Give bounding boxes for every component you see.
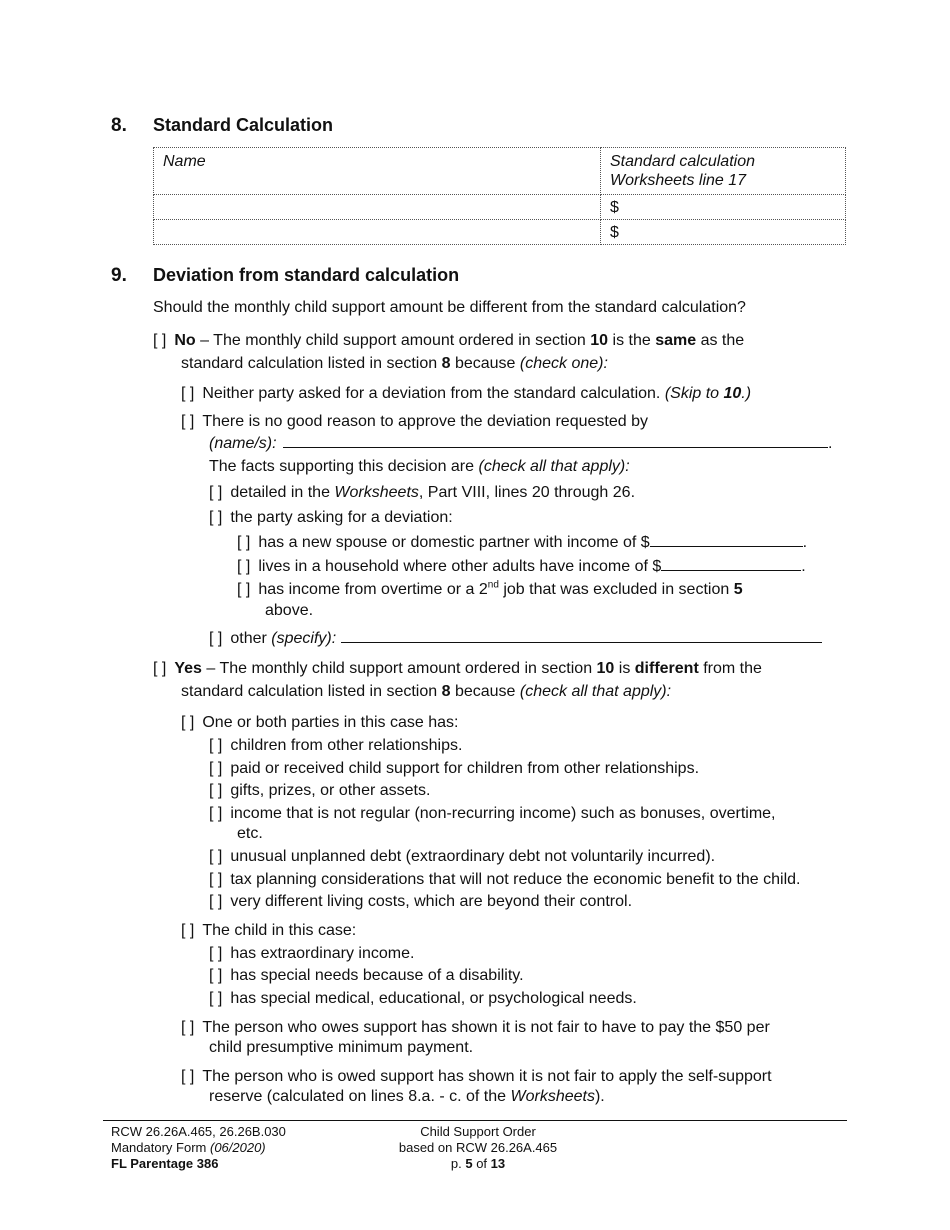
section-9-title: Deviation from standard calculation — [153, 265, 460, 285]
option-text: has income from overtime or a 2 — [258, 581, 488, 598]
section-ref: 8 — [441, 355, 451, 372]
option-text: tax planning considerations that will not reduce the economic benefit to the child. — [230, 871, 801, 888]
footer-text: of — [472, 1156, 491, 1171]
yes-text: from the — [698, 660, 762, 677]
option-text: lives in a household where other adults have income of $ — [258, 558, 662, 575]
option-text: There is no good reason to approve the deviation requested by — [202, 413, 648, 430]
no-text: because — [450, 355, 520, 372]
checkbox[interactable]: [ ] — [209, 509, 223, 526]
footer-doc-subtitle: based on RCW 26.26A.465 — [398, 1140, 558, 1155]
checkbox[interactable]: [ ] — [181, 1068, 195, 1085]
different-word: different — [634, 660, 699, 677]
option-text: paid or received child support for children from other relationships. — [230, 760, 700, 777]
list-item-cont: etc. — [237, 825, 263, 842]
footer-form-date — [111, 1140, 266, 1156]
name-column-header: Name — [154, 148, 601, 195]
other-option — [209, 627, 822, 648]
checkbox[interactable]: [ ] — [209, 484, 223, 501]
option-text: Neither party asked for a deviation from the standard calculation. — [202, 385, 665, 402]
standard-calculation-table — [153, 147, 846, 245]
checkbox[interactable]: [ ] — [209, 848, 223, 865]
name-cell[interactable] — [154, 220, 601, 245]
list-item — [209, 781, 430, 800]
no-option — [153, 331, 744, 350]
section-ref: 10 — [590, 332, 609, 349]
checkbox[interactable]: [ ] — [209, 945, 223, 962]
checkbox[interactable]: [ ] — [209, 760, 223, 777]
period: . — [801, 558, 806, 575]
footer-date: (06/2020) — [209, 1140, 266, 1155]
checkbox[interactable]: [ ] — [209, 967, 223, 984]
worksheets-word: Worksheets — [510, 1088, 595, 1105]
footer-text: p. — [450, 1156, 466, 1171]
total-pages: 13 — [490, 1156, 506, 1171]
checkbox[interactable]: [ ] — [181, 714, 195, 731]
self-support-reserve-option-cont — [209, 1087, 605, 1106]
name-label: (name/s): — [209, 435, 277, 452]
no-checkbox[interactable]: [ ] — [153, 332, 167, 349]
checkbox[interactable]: [ ] — [237, 558, 251, 575]
option-text: ). — [594, 1088, 605, 1105]
section-ref: 8 — [441, 683, 451, 700]
ordinal-suffix: nd — [487, 579, 499, 591]
option-text: , Part VIII, lines 20 through 26. — [418, 484, 636, 501]
list-item — [209, 966, 524, 985]
checkbox[interactable]: [ ] — [209, 630, 223, 647]
specify-label: (specify): — [271, 630, 337, 647]
checkbox[interactable]: [ ] — [209, 805, 223, 822]
amount-cell[interactable]: $ — [601, 220, 846, 245]
option-text: the party asking for a deviation: — [230, 509, 453, 526]
option-text: reserve (calculated on lines 8.a. - c. of the — [209, 1088, 511, 1105]
table-header-row — [154, 148, 846, 195]
check-one-note: (check one): — [519, 355, 608, 372]
checkbox[interactable]: [ ] — [209, 871, 223, 888]
no-text: standard calculation listed in section — [181, 355, 442, 372]
overtime-income-option-cont: above. — [265, 602, 314, 619]
option-text: gifts, prizes, or other assets. — [230, 782, 431, 799]
section-ref: 10 — [723, 385, 742, 402]
parties-option — [181, 713, 458, 732]
same-word: same — [655, 332, 697, 349]
column-header-line2: Worksheets line 17 — [610, 172, 747, 189]
yes-text: because — [450, 683, 520, 700]
option-text: other — [230, 630, 272, 647]
no-text: as the — [696, 332, 745, 349]
current-page: 5 — [465, 1156, 473, 1171]
yes-text: is — [614, 660, 635, 677]
footer-doc-title: Child Support Order — [420, 1124, 536, 1139]
checkbox[interactable]: [ ] — [237, 581, 251, 598]
no-deviation-requested-option — [181, 384, 751, 403]
yes-text: standard calculation listed in section — [181, 683, 442, 700]
deviation-question: Should the monthly child support amount be different from the standard calculation? — [153, 299, 746, 316]
checkbox[interactable]: [ ] — [237, 534, 251, 551]
checkbox[interactable]: [ ] — [181, 922, 195, 939]
facts-heading — [209, 457, 630, 476]
name-input[interactable] — [283, 432, 828, 448]
standard-calculation-column-header — [601, 148, 846, 195]
facts-text: The facts supporting this decision are — [209, 458, 479, 475]
option-text: The child in this case: — [202, 922, 357, 939]
yes-option-line2 — [181, 682, 671, 701]
amount-cell[interactable]: $ — [601, 195, 846, 220]
list-item — [209, 870, 800, 889]
option-text: has special needs because of a disability. — [230, 967, 524, 984]
worksheets-word: Worksheets — [334, 484, 419, 501]
other-specify-input[interactable] — [341, 627, 822, 643]
name-cell[interactable] — [154, 195, 601, 220]
option-text: children from other relationships. — [230, 737, 463, 754]
list-item — [209, 804, 775, 823]
footer-form-id: FL Parentage 386 — [111, 1156, 219, 1171]
minimum-payment-option-cont: child presumptive minimum payment. — [209, 1039, 474, 1056]
option-text: One or both parties in this case has: — [202, 714, 459, 731]
overtime-income-option — [237, 580, 743, 599]
checkbox[interactable]: [ ] — [209, 990, 223, 1007]
list-item — [209, 736, 462, 755]
household-adults-option — [237, 555, 806, 576]
name-field-row — [209, 432, 832, 453]
skip-note: .) — [741, 385, 752, 402]
checkbox[interactable]: [ ] — [181, 1019, 195, 1036]
option-text: job that was excluded in section — [498, 581, 734, 598]
option-text: detailed in the — [230, 484, 335, 501]
option-text: unusual unplanned debt (extraordinary debt not voluntarily incurred). — [230, 848, 716, 865]
check-all-note: (check all that apply): — [478, 458, 630, 475]
period: . — [828, 435, 833, 452]
section-8-title: Standard Calculation — [153, 115, 334, 135]
list-item — [209, 759, 699, 778]
checkbox[interactable]: [ ] — [181, 385, 195, 402]
no-text: – The monthly child support amount ordered in section — [195, 332, 591, 349]
option-text: has special medical, educational, or psychological needs. — [230, 990, 637, 1007]
period: . — [802, 534, 808, 551]
spouse-income-input[interactable] — [650, 531, 803, 547]
list-item — [209, 944, 414, 963]
new-spouse-option — [237, 531, 807, 552]
option-text: The person who owes support has shown it is not fair to have to pay the $50 per — [202, 1019, 770, 1036]
section-ref: 5 — [733, 581, 743, 598]
minimum-payment-option — [181, 1018, 770, 1037]
yes-label: Yes — [174, 660, 202, 677]
table-row — [154, 195, 846, 220]
yes-text: – The monthly child support amount ordered in section — [201, 660, 597, 677]
footer-statute: RCW 26.26A.465, 26.26B.030 — [111, 1124, 286, 1139]
household-income-input[interactable] — [661, 555, 801, 571]
fact-worksheets-option — [209, 483, 635, 502]
list-item — [209, 847, 715, 866]
checkbox[interactable]: [ ] — [209, 782, 223, 799]
no-label: No — [174, 332, 196, 349]
checkbox[interactable]: [ ] — [209, 737, 223, 754]
yes-option — [153, 659, 762, 678]
table-row — [154, 220, 846, 245]
footer-page-number — [378, 1156, 578, 1172]
option-text: has extraordinary income. — [230, 945, 415, 962]
column-header-line1: Standard calculation — [610, 153, 755, 170]
check-all-note: (check all that apply): — [519, 683, 672, 700]
list-item — [209, 989, 637, 1008]
checkbox[interactable]: [ ] — [181, 413, 195, 430]
option-text: very different living costs, which are beyond their control. — [230, 893, 633, 910]
skip-note: (Skip to — [664, 385, 724, 402]
section-9-number: 9. — [111, 265, 127, 286]
checkbox[interactable]: [ ] — [209, 893, 223, 910]
list-item — [209, 892, 632, 911]
self-support-reserve-option — [181, 1067, 772, 1086]
footer-text: Mandatory Form — [111, 1140, 210, 1155]
footer-divider — [103, 1120, 847, 1121]
option-text: has a new spouse or domestic partner with income of $ — [258, 534, 650, 551]
section-ref: 10 — [596, 660, 615, 677]
no-option-line2 — [181, 354, 608, 373]
fact-party-asking-option — [209, 508, 453, 527]
section-8-number: 8. — [111, 115, 127, 136]
yes-checkbox[interactable]: [ ] — [153, 660, 167, 677]
option-text: income that is not regular (non-recurring income) such as bonuses, overtime, — [230, 805, 776, 822]
option-text: The person who is owed support has shown it is not fair to apply the self-support — [202, 1068, 772, 1085]
no-good-reason-option — [181, 412, 648, 431]
child-option — [181, 921, 356, 940]
no-text: is the — [608, 332, 656, 349]
